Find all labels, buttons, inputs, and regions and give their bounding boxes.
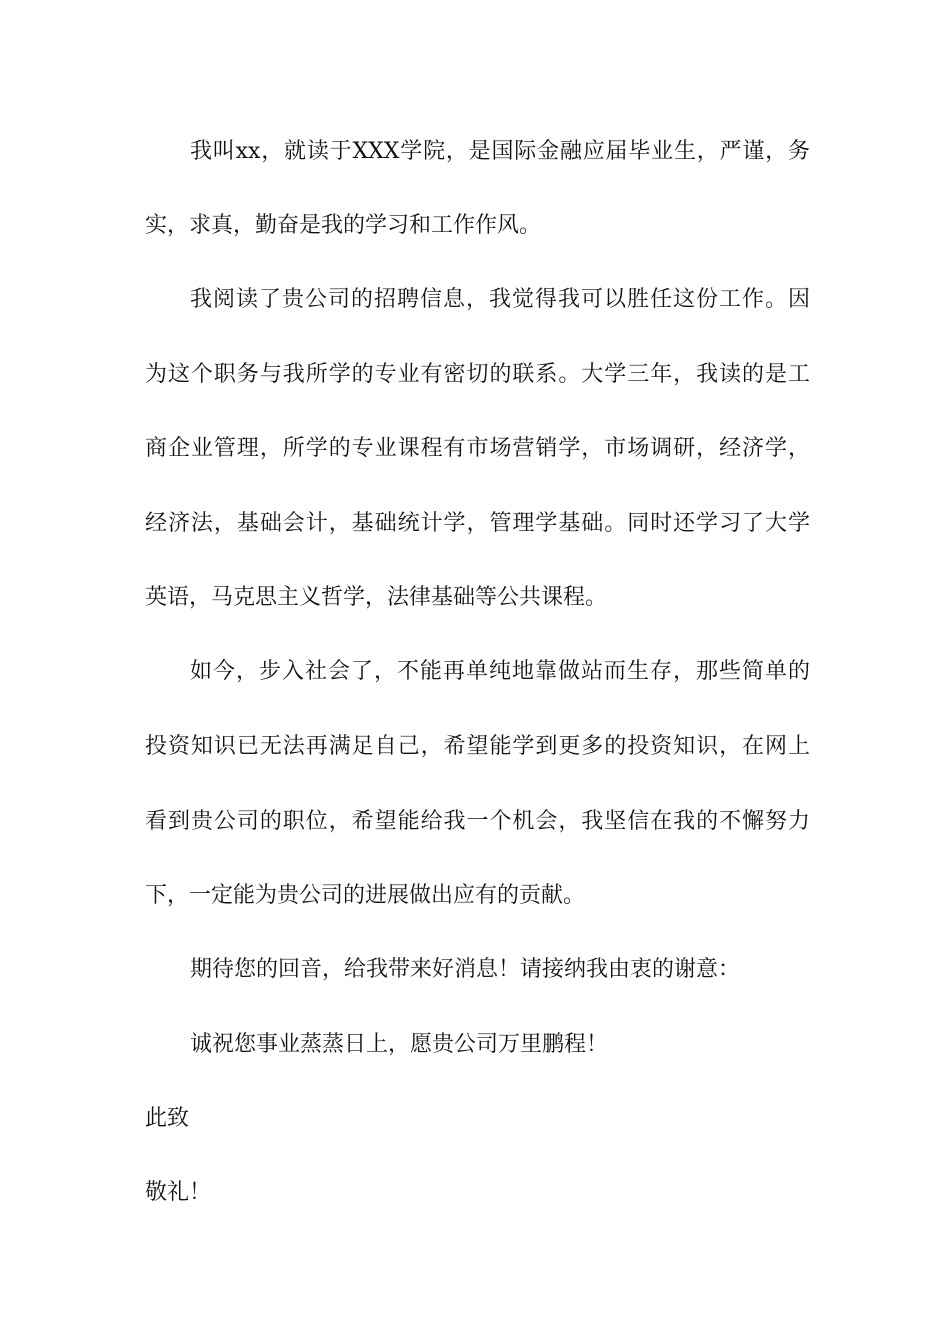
- paragraph-1-line-1: 我叫xx，就读于XXX学院，是国际金融应届毕业生，严谨，务: [190, 139, 810, 164]
- paragraph-2-line-1: 我阅读了贵公司的招聘信息，我觉得我可以胜任这份工作。因: [190, 287, 810, 312]
- paragraph-1-line-2: 实，求真，勤奋是我的学习和工作作风。: [145, 213, 542, 238]
- paragraph-3-line-2: 投资知识已无法再满足自己，希望能学到更多的投资知识，在网上: [145, 734, 810, 759]
- closing-thanks: 期待您的回音，给我带来好消息！请接纳我由衷的谢意：: [190, 957, 741, 982]
- salutation-cizhi: 此致: [145, 1106, 190, 1131]
- paragraph-3-line-3: 看到贵公司的职位，希望能给我一个机会，我坚信在我的不懈努力: [145, 809, 810, 834]
- paragraph-3-line-1: 如今，步入社会了，不能再单纯地靠做站而生存，那些简单的: [190, 659, 810, 684]
- paragraph-2-line-2: 为这个职务与我所学的专业有密切的联系。大学三年，我读的是工: [145, 362, 810, 387]
- closing-wishes: 诚祝您事业蒸蒸日上，愿贵公司万里鹏程！: [190, 1032, 609, 1057]
- salutation-jingli: 敬礼！: [145, 1180, 212, 1205]
- paragraph-2-line-3: 商企业管理，所学的专业课程有市场营销学，市场调研，经济学，: [145, 436, 810, 461]
- paragraph-3-line-4: 下，一定能为贵公司的进展做出应有的贡献。: [145, 883, 586, 908]
- paragraph-2-line-5: 英语，马克思主义哲学，法律基础等公共课程。: [145, 585, 608, 610]
- paragraph-2-line-4: 经济法，基础会计，基础统计学，管理学基础。同时还学习了大学: [145, 511, 810, 536]
